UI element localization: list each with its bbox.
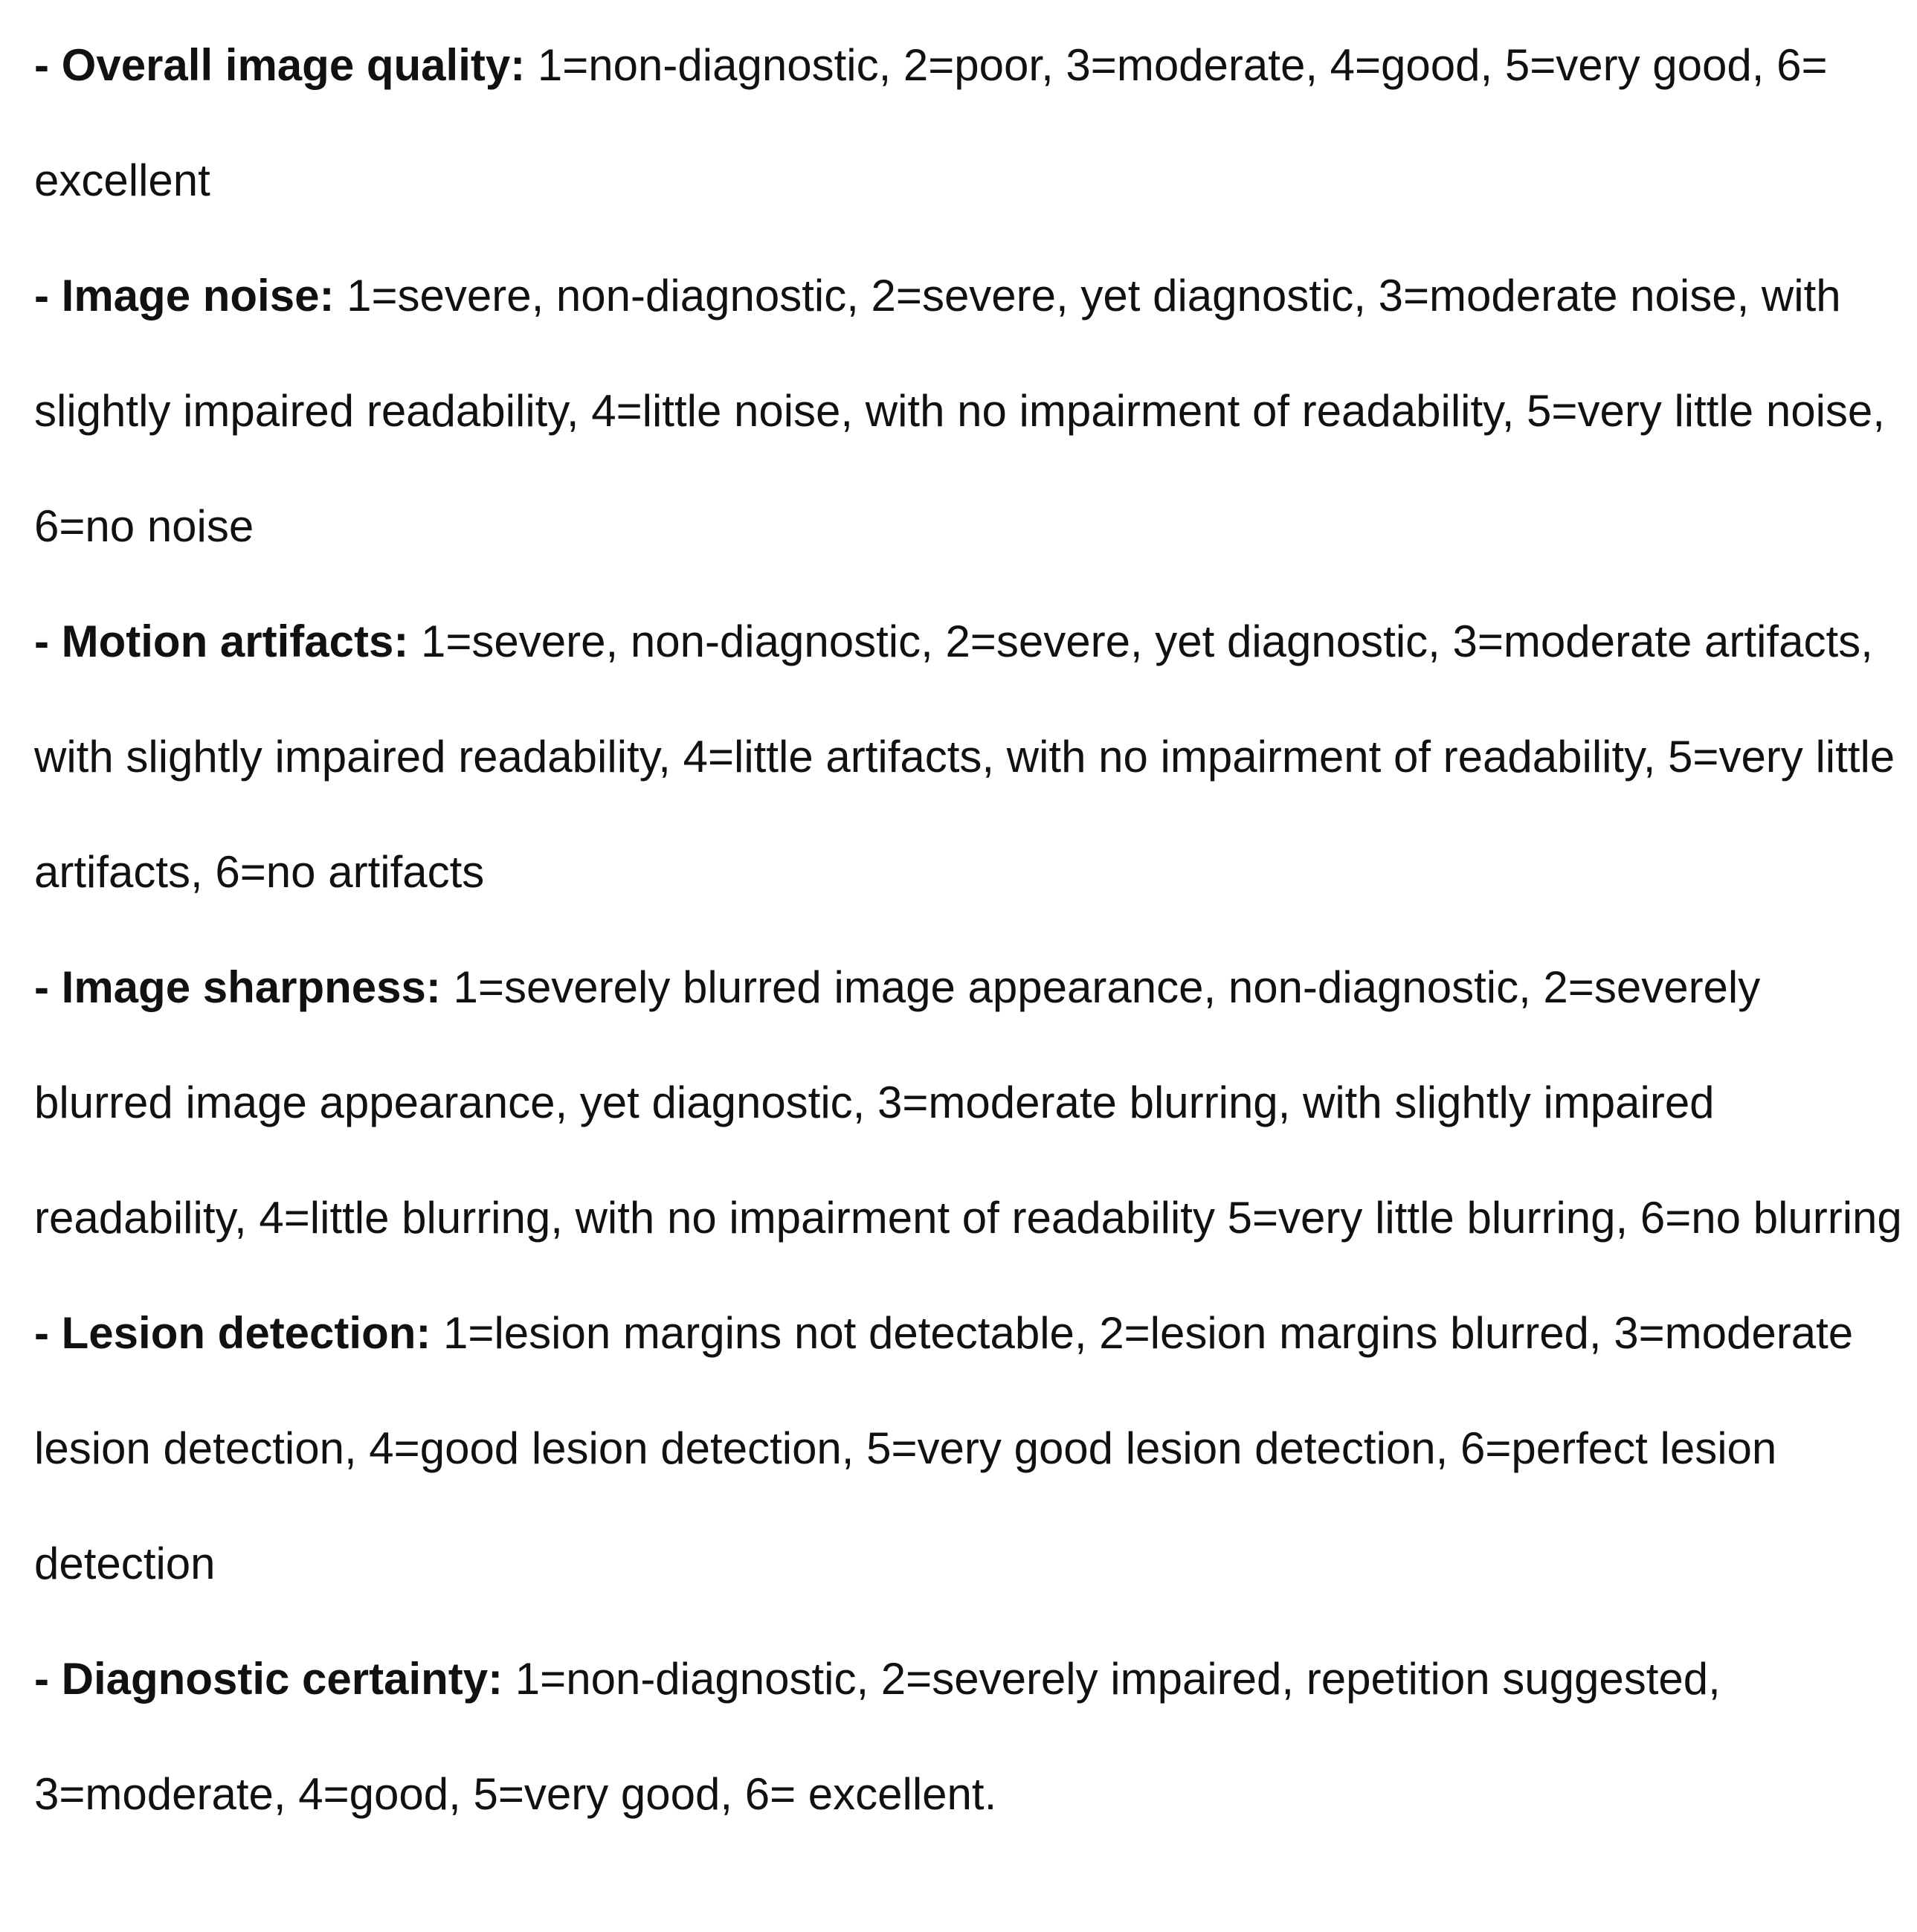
criterion-name: - Lesion detection: [34,1308,431,1358]
rating-criteria-list [34,7,1908,1852]
criterion-name: - Motion artifacts: [34,616,409,666]
criterion-motion-artifacts [34,584,1908,930]
criterion-image-noise [34,238,1908,584]
criterion-name: - Diagnostic certainty: [34,1654,503,1704]
criterion-description: 1=non-diagnostic, 2=poor, 3=moderate, 4=good, 5=very good, 6= excellent [34,40,1828,205]
criterion-overall-image-quality [34,7,1908,238]
criterion-description: 1=non-diagnostic, 2=severely impaired, repetition suggested, 3=moderate, 4=good, 5=very good, 6= excellent. [34,1654,1721,1819]
criterion-image-sharpness [34,930,1908,1275]
criterion-description: 1=severe, non-diagnostic, 2=severe, yet diagnostic, 3=moderate noise, with slightly impaired readability, 4=little noise, with no impairment of readability, 5=very little noise, 6=no noise [34,271,1885,551]
criterion-description: 1=severely blurred image appearance, non-diagnostic, 2=severely blurred image appearance, yet diagnostic, 3=moderate blurring, with slightly impaired readability, 4=little blurring, with no impairment of readability 5=very little blurring, 6=no blurring [34,962,1902,1243]
criterion-description: 1=lesion margins not detectable, 2=lesion margins blurred, 3=moderate lesion detection, 4=good lesion detection, 5=very good lesion detection, 6=perfect lesion detection [34,1308,1854,1588]
criterion-description: 1=severe, non-diagnostic, 2=severe, yet diagnostic, 3=moderate artifacts, with slightly impaired readability, 4=little artifacts, with no impairment of readability, 5=very little artifacts, 6=no artifacts [34,616,1895,897]
criterion-lesion-detection [34,1275,1908,1621]
criterion-name: - Image noise: [34,271,335,321]
criterion-diagnostic-certainty [34,1621,1908,1852]
criterion-name: - Image sharpness: [34,962,441,1012]
criterion-name: - Overall image quality: [34,40,526,90]
